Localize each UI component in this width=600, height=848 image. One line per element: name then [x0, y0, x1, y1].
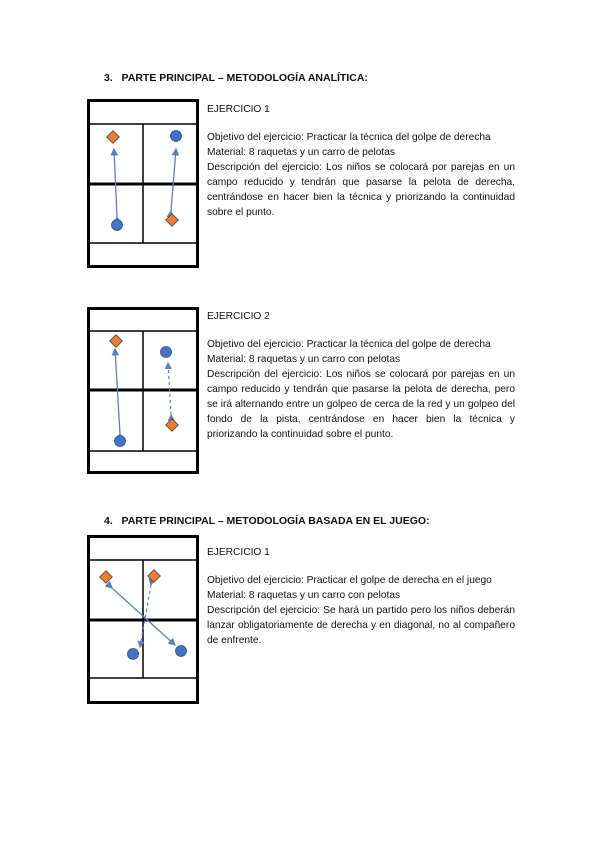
court-diagram-2	[87, 307, 199, 475]
pass-arrow	[171, 149, 176, 211]
exercise-title: EJERCICIO 1	[207, 547, 270, 558]
section-3-title	[104, 72, 368, 84]
section-heading: PARTE PRINCIPAL – METODOLOGÍA ANALÍTICA:	[121, 72, 368, 84]
player-blue	[171, 131, 182, 142]
player-orange	[100, 571, 113, 584]
exercise-3-2	[207, 309, 515, 442]
exercise-title: EJERCICIO 2	[207, 311, 270, 322]
exercise-description: Descripción del ejercicio: Los niños se colocará por parejas en un campo reducido y tendrán que pasarse la pelota de derecha, pero se irá alternando entre un golpeo de cerca de la red y un golpeo del fondo de la pista, centrándose en hacer bien la técnica y priorizando la continuidad sobre el punto.	[207, 369, 515, 440]
exercise-material: Material: 8 raquetas y un carro con pelotas	[207, 354, 401, 365]
court-diagram-3	[87, 535, 199, 704]
player-orange	[148, 570, 161, 583]
player-blue	[161, 347, 172, 358]
court-diagram-1	[87, 99, 199, 269]
player-orange	[110, 335, 123, 348]
exercise-description: Descripción del ejercicio: Los niños se colocará por parejas en un campo reducido y tendrán que pasarse la pelota de derecha, centrándose en hacer bien la técnica y priorizando la continuidad sobre el punto.	[207, 162, 515, 218]
section-number: 4.	[104, 515, 113, 527]
exercise-objective: Objetivo del ejercicio: Practicar la técnica del golpe de derecha	[207, 339, 491, 350]
player-blue	[115, 436, 126, 447]
player-blue	[128, 649, 139, 660]
section-number: 3.	[104, 72, 113, 84]
section-heading: PARTE PRINCIPAL – METODOLOGÍA BASADA EN EL JUEGO:	[121, 515, 430, 527]
exercise-material: Material: 8 raquetas y un carro con pelotas	[207, 590, 401, 601]
exercise-material: Material: 8 raquetas y un carro de pelotas	[207, 147, 396, 158]
exercise-4-1	[207, 545, 515, 648]
exercise-title: EJERCICIO 1	[207, 104, 270, 115]
player-blue	[176, 646, 187, 657]
player-orange	[166, 214, 179, 227]
player-blue	[112, 220, 123, 231]
exercise-description: Descripción del ejercicio: Se hará un partido pero los niños deberán lanzar obligatoriamente de derecha y en diagonal, no al compañero de enfrente.	[207, 605, 515, 646]
exercise-objective: Objetivo del ejercicio: Practicar el golpe de derecha en el juego	[207, 575, 492, 586]
player-orange	[107, 131, 120, 144]
exercise-3-1	[207, 102, 515, 220]
exercise-objective: Objetivo del ejercicio: Practicar la técnica del golpe de derecha	[207, 132, 491, 143]
pass-arrow-dashed	[140, 585, 151, 647]
section-4-title	[104, 515, 430, 527]
player-orange	[166, 419, 179, 432]
